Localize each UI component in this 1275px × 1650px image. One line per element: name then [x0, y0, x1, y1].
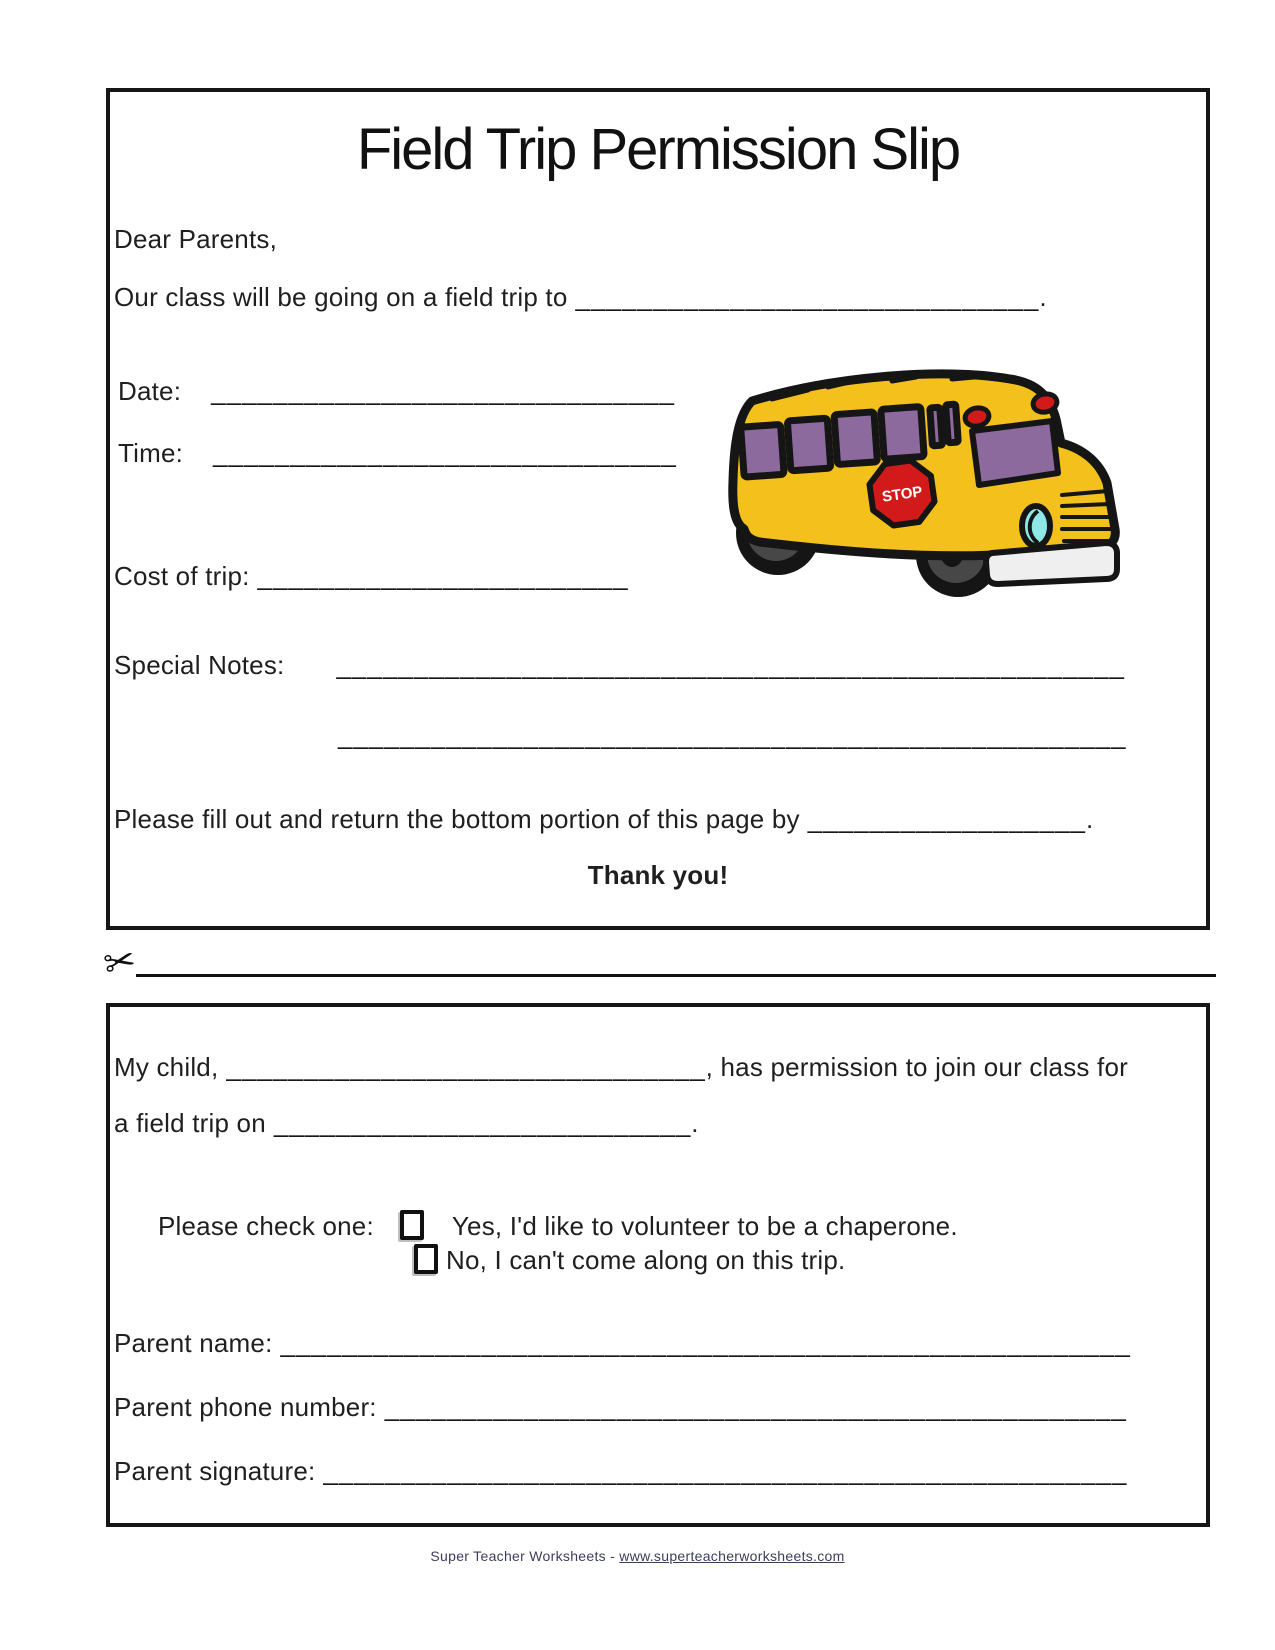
footer [0, 1548, 1275, 1564]
notes-blank-1: ___________________________________________________ [336, 650, 1125, 680]
notes-label: Special Notes: [114, 650, 285, 680]
date-blank: ______________________________ [211, 376, 675, 406]
salutation [114, 224, 277, 255]
cost-label: Cost of trip: [114, 561, 250, 591]
notes-blank-2: ___________________________________________________ [338, 720, 1127, 750]
check-option-no-row [414, 1244, 845, 1276]
return-period: . [1086, 804, 1094, 834]
thanks-line [106, 860, 1210, 891]
parent-signature-label: Parent signature: [114, 1456, 316, 1486]
return-line [114, 804, 1093, 835]
time-blank: ______________________________ [213, 438, 677, 468]
page-title: Field Trip Permission Slip [356, 117, 960, 182]
trip-label: a field trip on [114, 1108, 266, 1138]
salutation-text: Dear Parents, [114, 224, 278, 254]
windshield [972, 421, 1058, 485]
door-window-pane [946, 404, 959, 443]
parent-name-blank: _______________________________________________________ [280, 1328, 1131, 1358]
child-name-blank: _______________________________ [226, 1052, 706, 1082]
trip-period: . [691, 1108, 699, 1138]
parent-phone-line [114, 1392, 1127, 1423]
child-label: My child, [114, 1052, 219, 1082]
door-window-pane [930, 407, 943, 446]
return-label: Please fill out and return the bottom portion of this page by [114, 804, 800, 834]
intro-period: . [1039, 282, 1047, 312]
parent-signature-blank: ____________________________________________________ [323, 1456, 1128, 1486]
time-label: Time: [118, 438, 184, 468]
footer-text: Super Teacher Worksheets - [430, 1548, 620, 1564]
date-line [118, 376, 675, 407]
parent-signature-line [114, 1456, 1127, 1487]
intro-line [114, 282, 1047, 313]
time-line [118, 438, 677, 469]
footer-link[interactable]: www.superteacherworksheets.com [619, 1548, 845, 1564]
trip-date-blank: ___________________________ [273, 1108, 692, 1138]
parent-phone-label: Parent phone number: [114, 1392, 377, 1422]
cost-blank: ________________________ [257, 561, 629, 591]
cut-rule [136, 974, 1216, 977]
parent-name-label: Parent name: [114, 1328, 273, 1358]
yes-checkbox-icon [400, 1210, 424, 1240]
parent-phone-blank: ________________________________________________ [384, 1392, 1127, 1422]
thanks-text: Thank you! [587, 860, 729, 890]
child-line [114, 1052, 1128, 1083]
stop-sign-text: STOP [880, 483, 924, 506]
front-bumper [986, 543, 1117, 584]
intro-label: Our class will be going on a field trip to [114, 282, 568, 312]
notes-line-2 [338, 720, 1126, 751]
no-option-label: No, I can't come along on this trip. [446, 1245, 846, 1275]
date-label: Date: [118, 376, 182, 406]
parent-name-line [114, 1328, 1131, 1359]
no-checkbox-icon [414, 1244, 438, 1274]
check-prompt: Please check one: [158, 1211, 374, 1241]
destination-blank: ______________________________ [575, 282, 1040, 312]
headlight [1022, 506, 1050, 546]
return-date-blank: __________________ [807, 804, 1087, 834]
notes-line [114, 650, 1125, 681]
cost-line [114, 561, 629, 592]
child-suffix: , has permission to join our class for [705, 1052, 1128, 1082]
yes-option-label: Yes, I'd like to volunteer to be a chaperone. [451, 1211, 958, 1241]
check-option-yes-row [158, 1210, 958, 1242]
scissors-icon: ✂ [99, 939, 140, 987]
trip-date-line [114, 1108, 699, 1139]
school-bus-illustration [680, 333, 1120, 598]
